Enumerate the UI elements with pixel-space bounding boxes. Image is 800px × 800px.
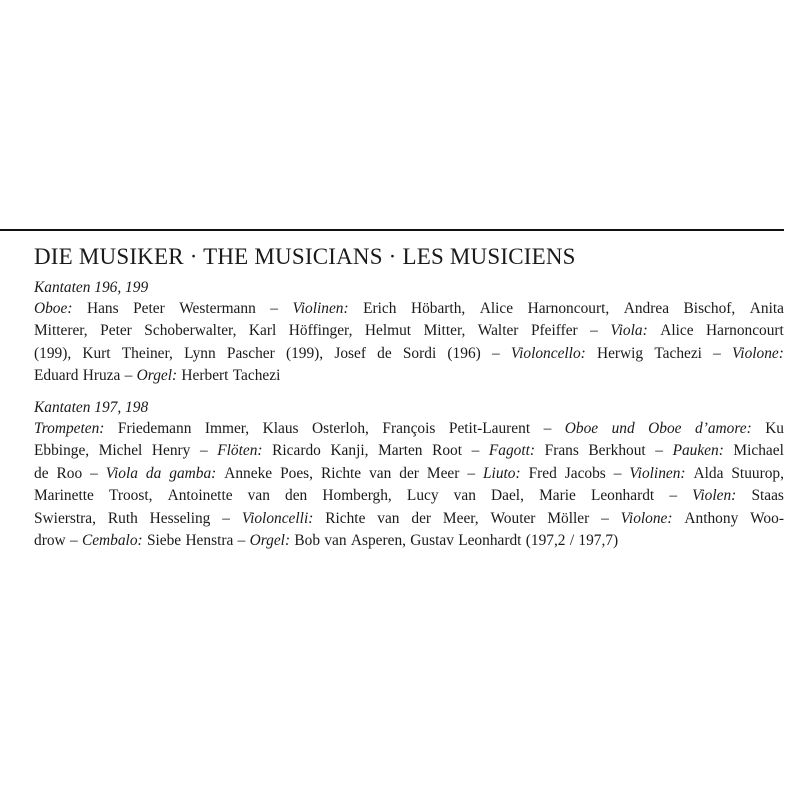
text-word: Westermann [179,300,256,317]
instrument-label: Violinen: [629,464,686,482]
text-word: Kanji, [330,442,369,460]
instrument-label: Oboe: [34,300,73,317]
text-word: Tachezi [232,367,281,385]
text-word: Bob [294,531,321,549]
instrument-label: Viola [105,464,138,482]
text-word: Friedemann [117,420,192,437]
text-word: Peter [133,300,165,317]
text-word: Gustav [410,531,454,549]
instrument-label: Violone: [732,344,784,362]
text-word: Meer, [442,509,479,527]
text-word: van [453,487,476,505]
text-word: – [467,464,476,482]
text-word: Swierstra, [34,509,96,527]
text-word: Hesseling [149,509,211,527]
text-word: Henstra [185,531,234,549]
text-word: Josef [334,344,366,362]
text-word: Helmut [364,322,412,340]
text-word: Stuurop, [731,464,784,482]
text-word: van [369,464,392,482]
text-word: Dael, [491,487,524,505]
text-word: Hombergh, [322,487,392,505]
text-word: Höbarth, [410,300,466,317]
text-word: Ricardo [272,442,321,460]
text-word: – [543,420,552,437]
text-word: Immer, [204,420,250,437]
section-kantaten-197-198 [34,397,784,552]
text-word: Marinette [34,487,94,505]
text-word: Kurt [82,344,111,362]
text-word: Meer [426,464,460,482]
text-word: Marie [539,487,576,505]
instrument-label: Cembalo: [81,531,143,549]
text-word: Petit-Laurent [448,420,531,437]
text-word: Poes, [280,464,313,482]
text-word: – [124,367,133,385]
text-word: Tachezi [654,344,702,362]
text-line [34,418,784,440]
text-word: Eduard [34,367,79,385]
section-body [34,418,784,552]
text-line [34,485,784,507]
text-word: François [382,420,436,437]
text-word: Klaus [262,420,299,437]
text-word: Lucy [406,487,439,505]
text-word: drow [34,531,66,549]
text-word: Höffinger, [288,322,353,340]
text-line [34,463,784,485]
text-word: Hruza [82,367,121,385]
text-word: Michel [98,442,143,460]
text-word: Henry [151,442,191,460]
text-line [34,508,784,530]
instrument-label: Flöten: [217,442,263,460]
text-word: – [237,531,246,549]
instrument-label: Liuto: [482,464,521,482]
instrument-label: Violoncelli: [241,509,314,527]
instrument-label: Fagott: [488,442,536,460]
text-line [34,440,784,462]
text-word: Richte [320,464,362,482]
text-word: Erich [363,300,397,317]
instrument-label: Oboe [564,420,599,437]
text-word: 197,7) [578,531,619,549]
text-word: – [655,442,663,460]
text-word: den [285,487,308,505]
text-word: – [270,300,278,317]
text-word: – [669,487,678,505]
text-word: Lynn [184,344,216,362]
text-word: Osterloh, [312,420,369,437]
text-word: Peter [100,322,132,340]
text-word: Richte [325,509,366,527]
instrument-label: Violinen: [292,300,349,317]
text-word: Anthony [684,509,739,527]
instrument-label: Oboe [648,420,682,437]
instrument-label: Violen: [692,487,737,505]
text-word: / [569,531,575,549]
text-word: Berkhout [588,442,646,460]
instrument-label: Violoncello: [510,344,586,362]
text-word: (199), [285,344,324,362]
text-word: – [491,344,500,362]
text-word: van [247,487,270,505]
top-rule [0,229,784,231]
text-word: – [713,344,721,362]
text-word: Schoberwalter, [144,322,237,340]
text-word: Alice [660,322,694,340]
text-word: Andrea [623,300,670,317]
text-word: Theiner, [121,344,173,362]
section-body [34,298,784,388]
text-word: Sordi [402,344,437,362]
instrument-label: d’amore: [695,420,752,437]
text-word: Herbert [181,367,229,385]
text-line [34,320,784,342]
text-word: Leonhardt [458,531,522,549]
text-word: Siebe [146,531,182,549]
text-word: der [411,509,432,527]
text-word: – [199,442,208,460]
text-word: Alice [479,300,514,317]
instrument-label: Viola: [610,322,648,340]
text-word: van [377,509,400,527]
text-word: Ku [765,420,784,437]
text-word: Michael [733,442,784,460]
page-heading: DIE MUSIKER · THE MUSICIANS · LES MUSICIENS [34,244,576,269]
text-word: der [399,464,419,482]
text-word: – [471,442,480,460]
instrument-label: Orgel: [249,531,291,549]
instrument-label: Trompeten: [34,420,105,437]
section-title: Kantaten 196, 199 [34,279,149,296]
text-word: Mitterer, [34,322,88,340]
text-word: Bischof, [683,300,736,317]
text-word: Möller [547,509,590,527]
text-word: Mitter, [423,322,466,340]
text-word: – [601,509,609,527]
text-word: Karl [248,322,277,340]
text-word: – [222,509,230,527]
text-word: Anneke [224,464,273,482]
text-word: Harnoncourt, [527,300,610,317]
text-word: Walter [477,322,519,340]
text-word: Harnoncourt [706,322,784,340]
text-line [34,530,784,552]
text-line [34,343,784,365]
text-word: – [90,464,98,482]
text-word: Fred [528,464,557,482]
text-word: Antoinette [167,487,233,505]
instrument-label: Orgel: [136,367,178,385]
text-word: Hans [86,300,119,317]
instrument-label: Pauken: [672,442,724,460]
text-word: Ruth [107,509,138,527]
text-word: – [613,464,622,482]
text-word: Herwig [596,344,644,362]
text-word: Ebbinge, [34,442,90,460]
instrument-label: gamba: [169,464,217,482]
section-title: Kantaten 197, 198 [34,399,149,416]
instrument-label: Violone: [620,509,673,527]
text-word: Wouter [490,509,536,527]
text-word: Root [432,442,463,460]
text-word: Asperen, [350,531,406,549]
instrument-label: da [145,464,162,482]
text-word: (196) [447,344,481,362]
text-line [34,365,784,387]
text-word: Woo- [750,509,784,527]
text-word: Anita [749,300,784,317]
text-word: Pfeiffer [530,322,578,340]
text-word: Staas [751,487,784,505]
text-line [34,298,784,320]
text-word: (197,2 [525,531,566,549]
text-word: van [324,531,347,549]
text-word: Roo [56,464,83,482]
text-word: de [377,344,392,362]
text-word: de [34,464,49,482]
text-word: Pascher [226,344,275,362]
text-word: Frans [544,442,579,460]
text-word: – [590,322,598,340]
section-kantaten-196-199 [34,277,784,388]
text-word: Troost, [108,487,153,505]
text-word: Jacobs [564,464,606,482]
instrument-label: und [611,420,635,437]
text-word: Alda [693,464,724,482]
text-word: Marten [378,442,423,460]
text-word: (199), [34,344,72,362]
text-word: Leonhardt [590,487,655,505]
text-word: – [69,531,78,549]
